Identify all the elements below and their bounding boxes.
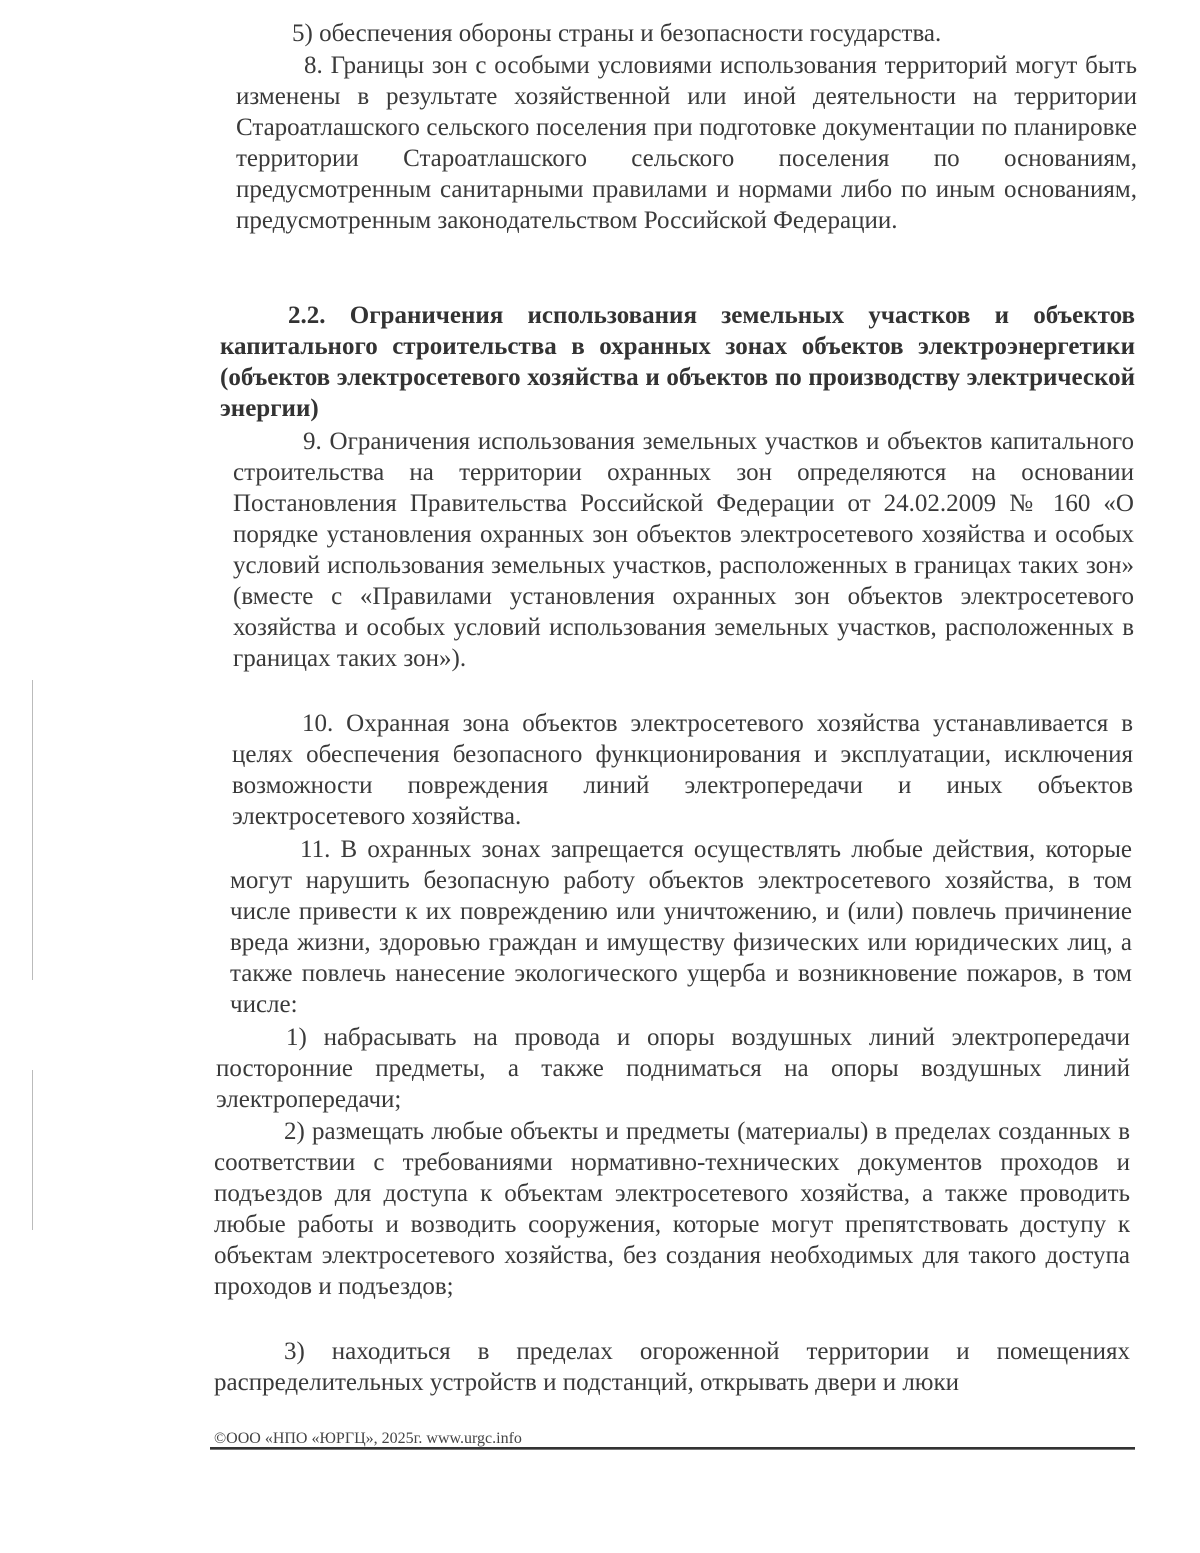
scan-edge-mark (32, 1070, 33, 1230)
sub-item-1: 1) набрасывать на провода и опоры воздушных линий электропередачи посторонние предметы, а также подниматься на опоры воздушных линий электропередачи; (216, 1024, 1130, 1113)
scan-edge-mark (32, 680, 33, 980)
paragraph-11: 11. В охранных зонах запрещается осуществлять любые действия, которые могут нарушить безопасную работу объектов электросетевого хозяйства, в том числе привести к их повреждению или уничтожению, и (или) повлечь причинение вреда жизни, здоровью граждан и имуществу физических или юридических лиц, а также повлечь нанесение экологического ущерба и возникновение пожаров, в том числе: (230, 836, 1132, 1018)
list-item-5: 5) обеспечения обороны страны и безопасности государства. (292, 20, 942, 47)
sub-item-3: 3) находиться в пределах огороженной территории и помещениях распределительных устройств и подстанций, открывать двери и люки (214, 1338, 1130, 1396)
footer-divider (210, 1447, 1135, 1450)
footer-copyright: ©ООО «НПО «ЮРГЦ», 2025г. www.urgc.info (214, 1430, 522, 1447)
sub-item-2: 2) размещать любые объекты и предметы (материалы) в пределах созданных в соответствии с требованиями нормативно-технических документов проходов и подъездов для доступа к объектам электросетевого хозяйства, а также проводить любые работы и возводить сооружения, которые могут препятствовать доступу к объектам электросетевого хозяйства, без создания необходимых для такого доступа проходов и подъездов; (214, 1118, 1130, 1300)
section-heading-2-2: 2.2. Ограничения использования земельных участков и объектов капитального строительства в охранных зонах объектов электроэнергетики (объектов электросетевого хозяйства и объектов по производству электрической энергии) (220, 302, 1135, 422)
paragraph-10: 10. Охранная зона объектов электросетевого хозяйства устанавливается в целях обеспечения безопасного функционирования и эксплуатации, исключения возможности повреждения линий электропередачи и иных объектов электросетевого хозяйства. (232, 710, 1133, 830)
paragraph-9: 9. Ограничения использования земельных участков и объектов капитального строительства на территории охранных зон определяются на основании Постановления Правительства Российской Федерации от 24.02.2009 № 160 «О порядке установления охранных зон объектов электросетевого хозяйства и особых условий использования земельных участков, расположенных в границах таких зон» (вместе с «Правилами установления охранных зон объектов электросетевого хозяйства и особых условий использования земельных участков, расположенных в границах таких зон»). (233, 428, 1134, 672)
paragraph-8: 8. Границы зон с особыми условиями использования территорий могут быть изменены в результате хозяйственной или иной деятельности на территории Староатлашского сельского поселения при подготовке документации по планировке территории Староатлашского сельского поселения по основаниям, предусмотренным санитарными правилами и нормами либо по иным основаниям, предусмотренным законодательством Российской Федерации. (236, 52, 1137, 234)
